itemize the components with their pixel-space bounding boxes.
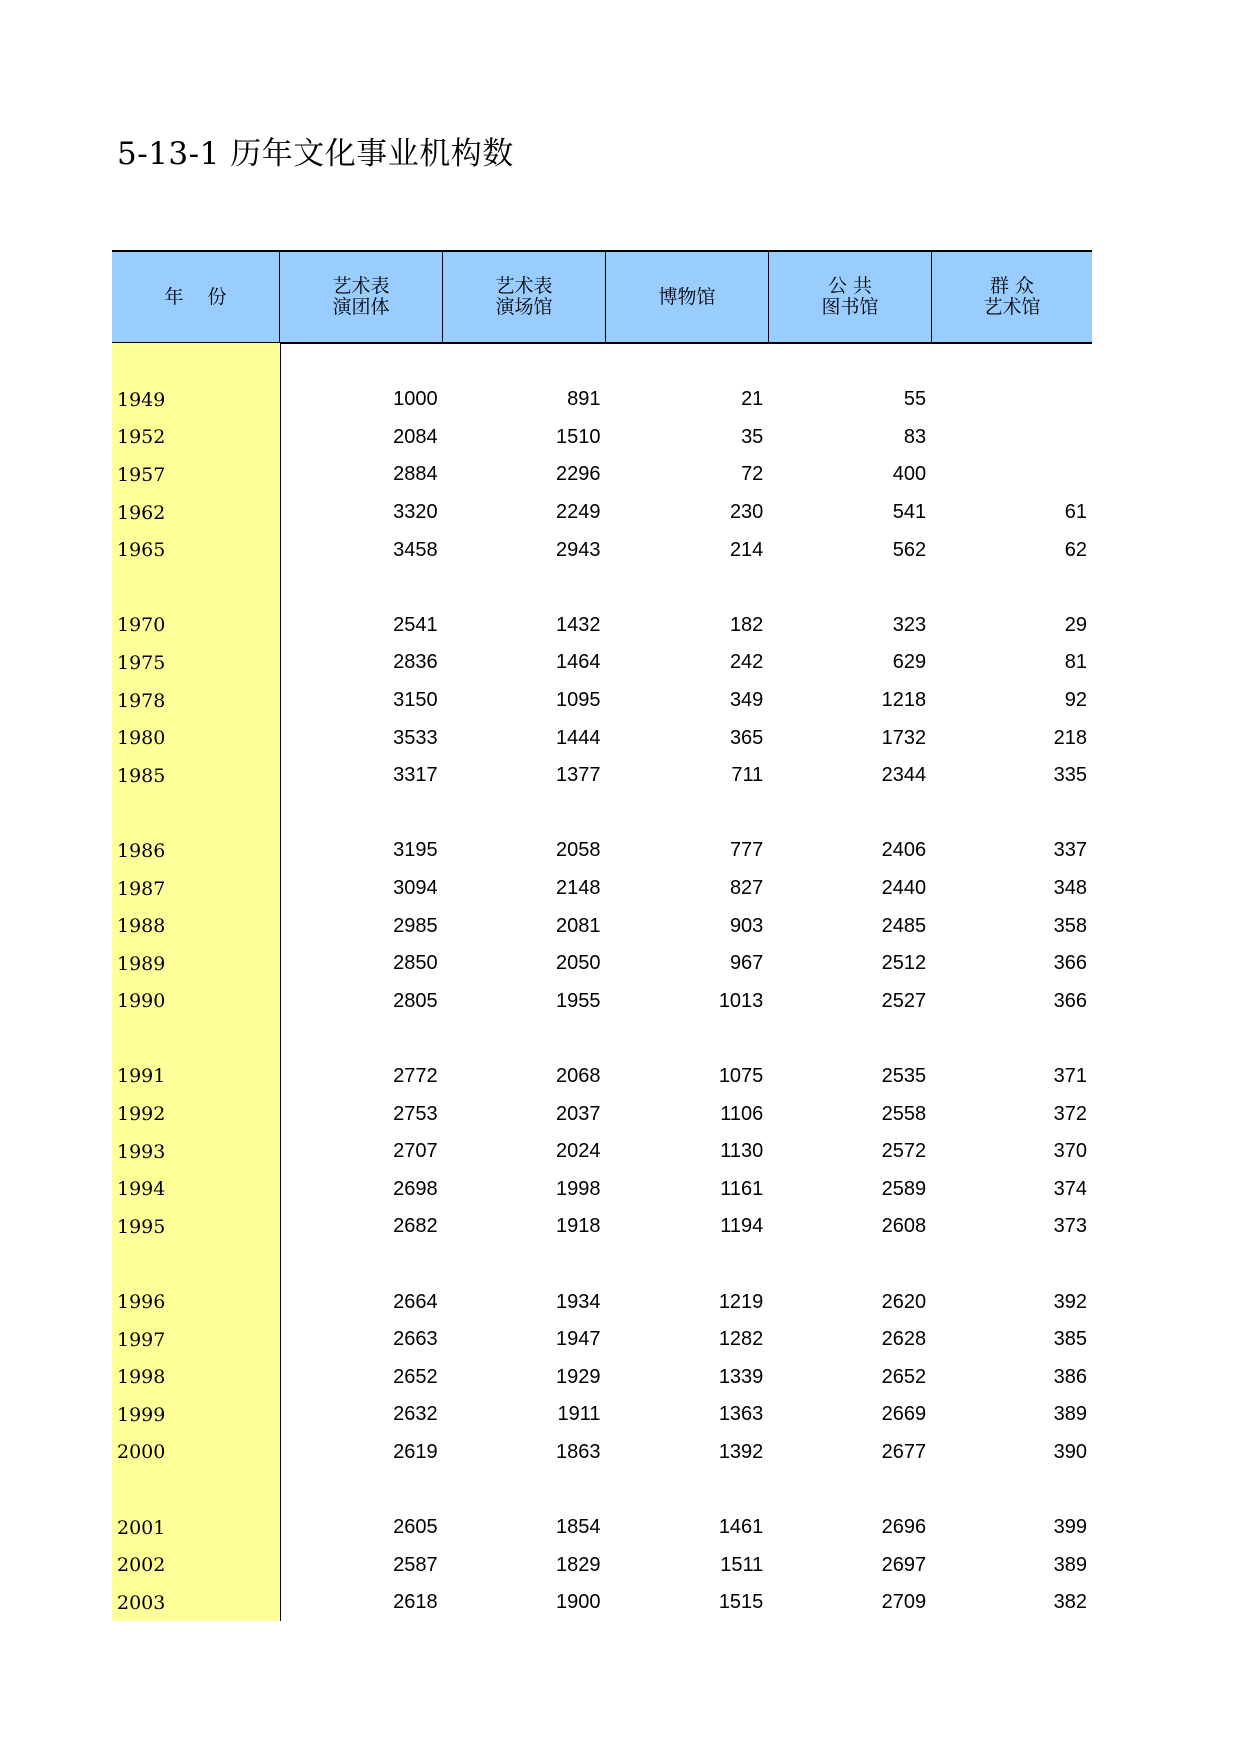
venues-cell: 1918 [555, 1215, 601, 1238]
troupes-cell: 3195 [393, 839, 438, 862]
table-row [112, 1358, 1092, 1396]
museums-cell: 1515 [718, 1591, 764, 1614]
year-cell: 1994 [117, 1178, 166, 1201]
venues-cell: 2943 [555, 538, 601, 561]
libraries-cell: 1218 [881, 689, 927, 712]
table-row [112, 1208, 1092, 1246]
troupes-cell: 2707 [393, 1140, 438, 1163]
table-row [112, 719, 1092, 757]
libraries-cell: 2696 [881, 1516, 927, 1539]
troupes-cell: 2836 [393, 651, 438, 674]
libraries-cell: 55 [903, 388, 927, 411]
art-centers-cell: 382 [1053, 1591, 1087, 1614]
year-cell: 1997 [117, 1328, 166, 1351]
troupes-cell: 2541 [393, 613, 438, 636]
art-centers-cell: 374 [1053, 1177, 1087, 1200]
table-row [112, 1396, 1092, 1434]
year-cell: 1993 [117, 1140, 166, 1163]
year-cell: 1949 [117, 388, 166, 411]
year-cell: 1980 [117, 727, 166, 750]
art-centers-cell: 386 [1053, 1365, 1087, 1388]
venues-cell: 1464 [555, 651, 601, 674]
art-centers-cell: 81 [1064, 651, 1087, 674]
museums-cell: 711 [731, 764, 764, 787]
year-cell: 2001 [117, 1516, 166, 1539]
table-row [112, 945, 1092, 983]
libraries-cell: 83 [903, 425, 927, 448]
libraries-cell: 2608 [881, 1215, 927, 1238]
museums-cell: 182 [729, 613, 764, 636]
libraries-cell: 323 [892, 613, 927, 636]
museums-cell: 827 [729, 877, 764, 900]
libraries-cell: 2535 [881, 1064, 927, 1087]
troupes-cell: 2587 [393, 1553, 438, 1576]
museums-cell: 72 [741, 463, 764, 486]
art-centers-cell: 218 [1053, 726, 1087, 749]
table-row [112, 907, 1092, 945]
troupes-cell: 3533 [393, 726, 438, 749]
troupes-cell: 3150 [393, 689, 438, 712]
venues-cell: 2296 [555, 463, 601, 486]
museums-cell: 903 [729, 914, 764, 937]
museums-cell: 1461 [718, 1516, 764, 1539]
venues-cell: 1854 [555, 1516, 601, 1539]
museums-cell: 777 [729, 839, 764, 862]
troupes-cell: 2682 [393, 1215, 438, 1238]
table-row [112, 1546, 1092, 1584]
header-museums: 博物馆 [606, 252, 769, 342]
libraries-cell: 2697 [881, 1553, 927, 1576]
table-header [112, 250, 1092, 344]
troupes-cell: 2664 [393, 1290, 438, 1313]
museums-cell: 230 [729, 501, 764, 524]
troupes-cell: 2619 [393, 1440, 438, 1463]
art-centers-cell: 92 [1064, 689, 1087, 712]
venues-cell: 1829 [555, 1553, 601, 1576]
art-centers-cell: 389 [1053, 1403, 1087, 1426]
venues-cell: 2249 [555, 501, 601, 524]
year-cell: 2002 [117, 1554, 166, 1577]
venues-cell: 2148 [555, 877, 601, 900]
year-cell: 1988 [117, 915, 166, 938]
table-row [112, 381, 1092, 419]
year-cell: 1975 [117, 651, 166, 674]
libraries-cell: 562 [892, 538, 927, 561]
libraries-cell: 2669 [881, 1403, 927, 1426]
year-cell: 1986 [117, 839, 166, 862]
venues-cell: 1095 [555, 689, 601, 712]
libraries-cell: 2485 [881, 914, 927, 937]
art-centers-cell: 399 [1053, 1516, 1087, 1539]
venues-cell: 2081 [555, 914, 601, 937]
venues-cell: 2024 [555, 1140, 601, 1163]
libraries-cell: 2512 [881, 952, 927, 975]
year-cell: 1996 [117, 1291, 166, 1314]
troupes-cell: 2618 [393, 1591, 438, 1614]
libraries-cell: 541 [892, 501, 927, 524]
troupes-cell: 3320 [393, 501, 438, 524]
venues-cell: 1510 [555, 425, 601, 448]
art-centers-cell: 366 [1053, 952, 1087, 975]
troupes-cell: 2884 [393, 463, 438, 486]
museums-cell: 1194 [720, 1215, 764, 1238]
troupes-cell: 2632 [393, 1403, 438, 1426]
libraries-cell: 2652 [881, 1365, 927, 1388]
table-row [112, 870, 1092, 908]
table-row [112, 1584, 1092, 1622]
troupes-cell: 3317 [393, 764, 438, 787]
libraries-cell: 2440 [881, 877, 927, 900]
art-centers-cell: 29 [1064, 613, 1087, 636]
troupes-cell: 2605 [393, 1516, 438, 1539]
table-row [112, 644, 1092, 682]
libraries-cell: 2709 [881, 1591, 927, 1614]
year-cell: 2003 [117, 1591, 166, 1614]
museums-cell: 1282 [718, 1328, 764, 1351]
year-cell: 1985 [117, 764, 166, 787]
venues-cell: 1934 [555, 1290, 601, 1313]
troupes-cell: 2772 [393, 1064, 438, 1087]
year-cell: 1978 [117, 689, 166, 712]
header-performing-troupes: 艺术表 演团体 [280, 252, 443, 342]
libraries-cell: 2677 [881, 1440, 927, 1463]
venues-cell: 2037 [555, 1102, 601, 1125]
header-public-libraries: 公 共 图书馆 [769, 252, 932, 342]
header-performance-venues: 艺术表 演场馆 [443, 252, 606, 342]
venues-cell: 2068 [555, 1064, 601, 1087]
art-centers-cell: 370 [1053, 1140, 1087, 1163]
venues-cell: 1900 [555, 1591, 601, 1614]
venues-cell: 1947 [555, 1328, 601, 1351]
museums-cell: 967 [729, 952, 764, 975]
table-row [112, 1434, 1092, 1472]
troupes-cell: 2652 [393, 1365, 438, 1388]
table-row [112, 531, 1092, 569]
art-centers-cell: 389 [1053, 1553, 1087, 1576]
venues-cell: 1863 [555, 1440, 601, 1463]
museums-cell: 214 [729, 538, 764, 561]
libraries-cell: 2344 [881, 764, 927, 787]
museums-cell: 365 [729, 726, 764, 749]
table-body [112, 381, 1092, 1622]
troupes-cell: 2985 [393, 914, 438, 937]
art-centers-cell: 390 [1053, 1440, 1087, 1463]
year-cell: 1998 [117, 1366, 166, 1389]
troupes-cell: 2663 [393, 1328, 438, 1351]
troupes-cell: 2084 [393, 425, 438, 448]
venues-cell: 1911 [557, 1403, 601, 1426]
troupes-cell: 2753 [393, 1102, 438, 1125]
art-centers-cell: 373 [1053, 1215, 1087, 1238]
year-cell: 1965 [117, 539, 166, 562]
museums-cell: 1219 [718, 1290, 764, 1313]
venues-cell: 2050 [555, 952, 601, 975]
year-cell: 1990 [117, 990, 166, 1013]
museums-cell: 1075 [718, 1064, 764, 1087]
year-cell: 1991 [117, 1065, 166, 1088]
venues-cell: 1929 [555, 1365, 601, 1388]
museums-cell: 1013 [718, 989, 764, 1012]
table-row [112, 494, 1092, 532]
museums-cell: 242 [729, 651, 764, 674]
year-cell: 1999 [117, 1403, 166, 1426]
museums-cell: 1106 [720, 1102, 764, 1125]
year-cell: 2000 [117, 1441, 166, 1464]
art-centers-cell: 385 [1053, 1328, 1087, 1351]
libraries-cell: 400 [892, 463, 927, 486]
table-row [112, 682, 1092, 720]
year-cell: 1952 [117, 426, 166, 449]
table-row [112, 983, 1092, 1021]
table-row [112, 1283, 1092, 1321]
year-cell: 1995 [117, 1215, 166, 1238]
venues-cell: 1377 [555, 764, 601, 787]
venues-cell: 1955 [555, 989, 601, 1012]
museums-cell: 349 [729, 689, 764, 712]
libraries-cell: 2628 [881, 1328, 927, 1351]
art-centers-cell: 371 [1053, 1064, 1087, 1087]
libraries-cell: 2620 [881, 1290, 927, 1313]
art-centers-cell: 335 [1053, 764, 1087, 787]
table-row [112, 1321, 1092, 1359]
museums-cell: 1339 [718, 1365, 764, 1388]
museums-cell: 35 [741, 425, 764, 448]
libraries-cell: 2572 [881, 1140, 927, 1163]
art-centers-cell: 337 [1053, 839, 1087, 862]
art-centers-cell: 348 [1053, 877, 1087, 900]
art-centers-cell: 62 [1064, 538, 1087, 561]
art-centers-cell: 392 [1053, 1290, 1087, 1313]
venues-cell: 1432 [555, 613, 601, 636]
table-row [112, 1095, 1092, 1133]
museums-cell: 1511 [720, 1553, 764, 1576]
table-row [112, 1058, 1092, 1096]
table-row [112, 832, 1092, 870]
year-cell: 1992 [117, 1103, 166, 1126]
table-row [112, 419, 1092, 457]
page-title: 5-13-1 历年文化事业机构数 [117, 136, 514, 172]
troupes-cell: 2698 [393, 1177, 438, 1200]
venues-cell: 1444 [555, 726, 601, 749]
header-year: 年 份 [112, 252, 280, 342]
art-centers-cell: 372 [1053, 1102, 1087, 1125]
art-centers-cell: 61 [1064, 501, 1087, 524]
header-mass-art-centers: 群 众 艺术馆 [983, 275, 1041, 318]
table-row [112, 1509, 1092, 1547]
libraries-cell: 1732 [881, 726, 927, 749]
art-centers-cell: 366 [1053, 989, 1087, 1012]
table-row [112, 456, 1092, 494]
troupes-cell: 2805 [393, 989, 438, 1012]
museums-cell: 21 [741, 388, 764, 411]
venues-cell: 891 [567, 388, 601, 411]
year-cell: 1957 [117, 463, 166, 486]
year-cell: 1987 [117, 877, 166, 900]
libraries-cell: 629 [892, 651, 927, 674]
troupes-cell: 1000 [393, 388, 438, 411]
libraries-cell: 2527 [881, 989, 927, 1012]
libraries-cell: 2589 [881, 1177, 927, 1200]
museums-cell: 1363 [718, 1403, 764, 1426]
troupes-cell: 3458 [393, 538, 438, 561]
venues-cell: 1998 [555, 1177, 601, 1200]
table-row [112, 607, 1092, 645]
troupes-cell: 2850 [393, 952, 438, 975]
table-row [112, 1170, 1092, 1208]
museums-cell: 1130 [720, 1140, 764, 1163]
venues-cell: 2058 [555, 839, 601, 862]
table-row [112, 757, 1092, 795]
art-centers-cell: 358 [1053, 914, 1087, 937]
museums-cell: 1161 [720, 1177, 764, 1200]
table-row [112, 1133, 1092, 1171]
libraries-cell: 2558 [881, 1102, 927, 1125]
troupes-cell: 3094 [393, 877, 438, 900]
year-cell: 1962 [117, 501, 166, 524]
year-cell: 1989 [117, 952, 166, 975]
libraries-cell: 2406 [881, 839, 927, 862]
year-cell: 1970 [117, 614, 166, 637]
museums-cell: 1392 [718, 1440, 764, 1463]
